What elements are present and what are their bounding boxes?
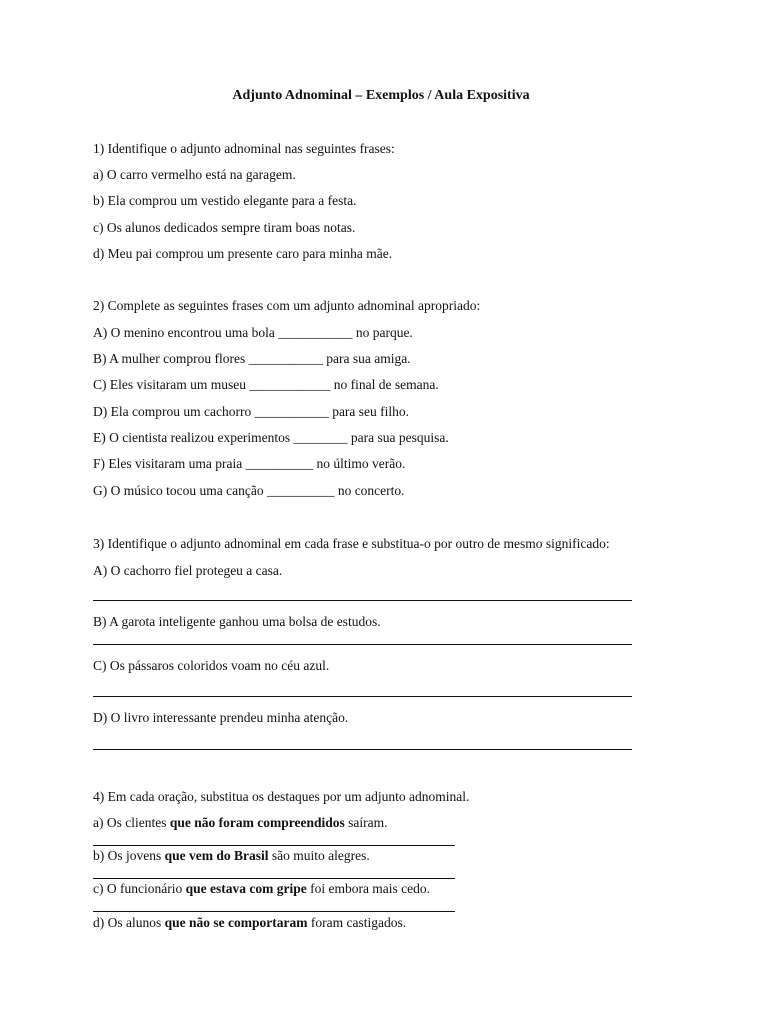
highlighted-phrase: que estava com gripe xyxy=(185,881,307,896)
answer-line[interactable] xyxy=(93,696,632,697)
question-1-item-b: b) Ela comprou um vestido elegante para a festa. xyxy=(93,193,357,208)
answer-line[interactable] xyxy=(93,600,632,601)
question-2-item-b: B) A mulher comprou flores ___________ para sua amiga. xyxy=(93,351,411,366)
question-2-item-g: G) O músico tocou uma canção __________ no concerto. xyxy=(93,483,405,498)
question-4-item-b: b) Os jovens que vem do Brasil são muito alegres. xyxy=(93,848,370,863)
question-2-item-c: C) Eles visitaram um museu ____________ no final de semana. xyxy=(93,377,439,392)
answer-line[interactable] xyxy=(93,749,632,750)
question-2-item-e: E) O cientista realizou experimentos ________ para sua pesquisa. xyxy=(93,430,449,445)
highlighted-phrase: que não foram compreendidos xyxy=(169,815,345,830)
answer-line[interactable] xyxy=(93,911,455,912)
question-1-item-a: a) O carro vermelho está na garagem. xyxy=(93,167,296,182)
answer-line[interactable] xyxy=(93,845,455,846)
question-1-item-d: d) Meu pai comprou um presente caro para minha mãe. xyxy=(93,246,393,261)
answer-line[interactable] xyxy=(93,644,632,645)
highlighted-phrase: que vem do Brasil xyxy=(164,848,269,863)
question-3-item-d: D) O livro interessante prendeu minha atenção. xyxy=(93,710,349,725)
question-4-item-c: c) O funcionário que estava com gripe foi embora mais cedo. xyxy=(93,881,431,896)
question-3-item-c: C) Os pássaros coloridos voam no céu azul. xyxy=(93,658,330,673)
question-3-item-a: A) O cachorro fiel protegeu a casa. xyxy=(93,563,283,578)
question-3-prompt: 3) Identifique o adjunto adnominal em cada frase e substitua-o por outro de mesmo significado: xyxy=(93,536,610,551)
highlighted-phrase: que não se comportaram xyxy=(164,915,308,930)
page-title: Adjunto Adnominal – Exemplos / Aula Expositiva xyxy=(232,88,530,103)
question-2-item-d: D) Ela comprou um cachorro ___________ para seu filho. xyxy=(93,404,410,419)
question-4-prompt: 4) Em cada oração, substitua os destaques por um adjunto adnominal. xyxy=(93,789,470,804)
question-4-item-a: a) Os clientes que não foram compreendidos saíram. xyxy=(93,815,388,830)
question-3-item-b: B) A garota inteligente ganhou uma bolsa de estudos. xyxy=(93,614,381,629)
question-1-prompt: 1) Identifique o adjunto adnominal nas seguintes frases: xyxy=(93,141,395,156)
answer-line[interactable] xyxy=(93,878,455,879)
question-4-item-d: d) Os alunos que não se comportaram foram castigados. xyxy=(93,915,407,930)
question-1-item-c: c) Os alunos dedicados sempre tiram boas notas. xyxy=(93,220,356,235)
question-2-item-f: F) Eles visitaram uma praia __________ no último verão. xyxy=(93,456,406,471)
question-2-item-a: A) O menino encontrou uma bola ___________ no parque. xyxy=(93,325,413,340)
question-2-prompt: 2) Complete as seguintes frases com um adjunto adnominal apropriado: xyxy=(93,298,481,313)
